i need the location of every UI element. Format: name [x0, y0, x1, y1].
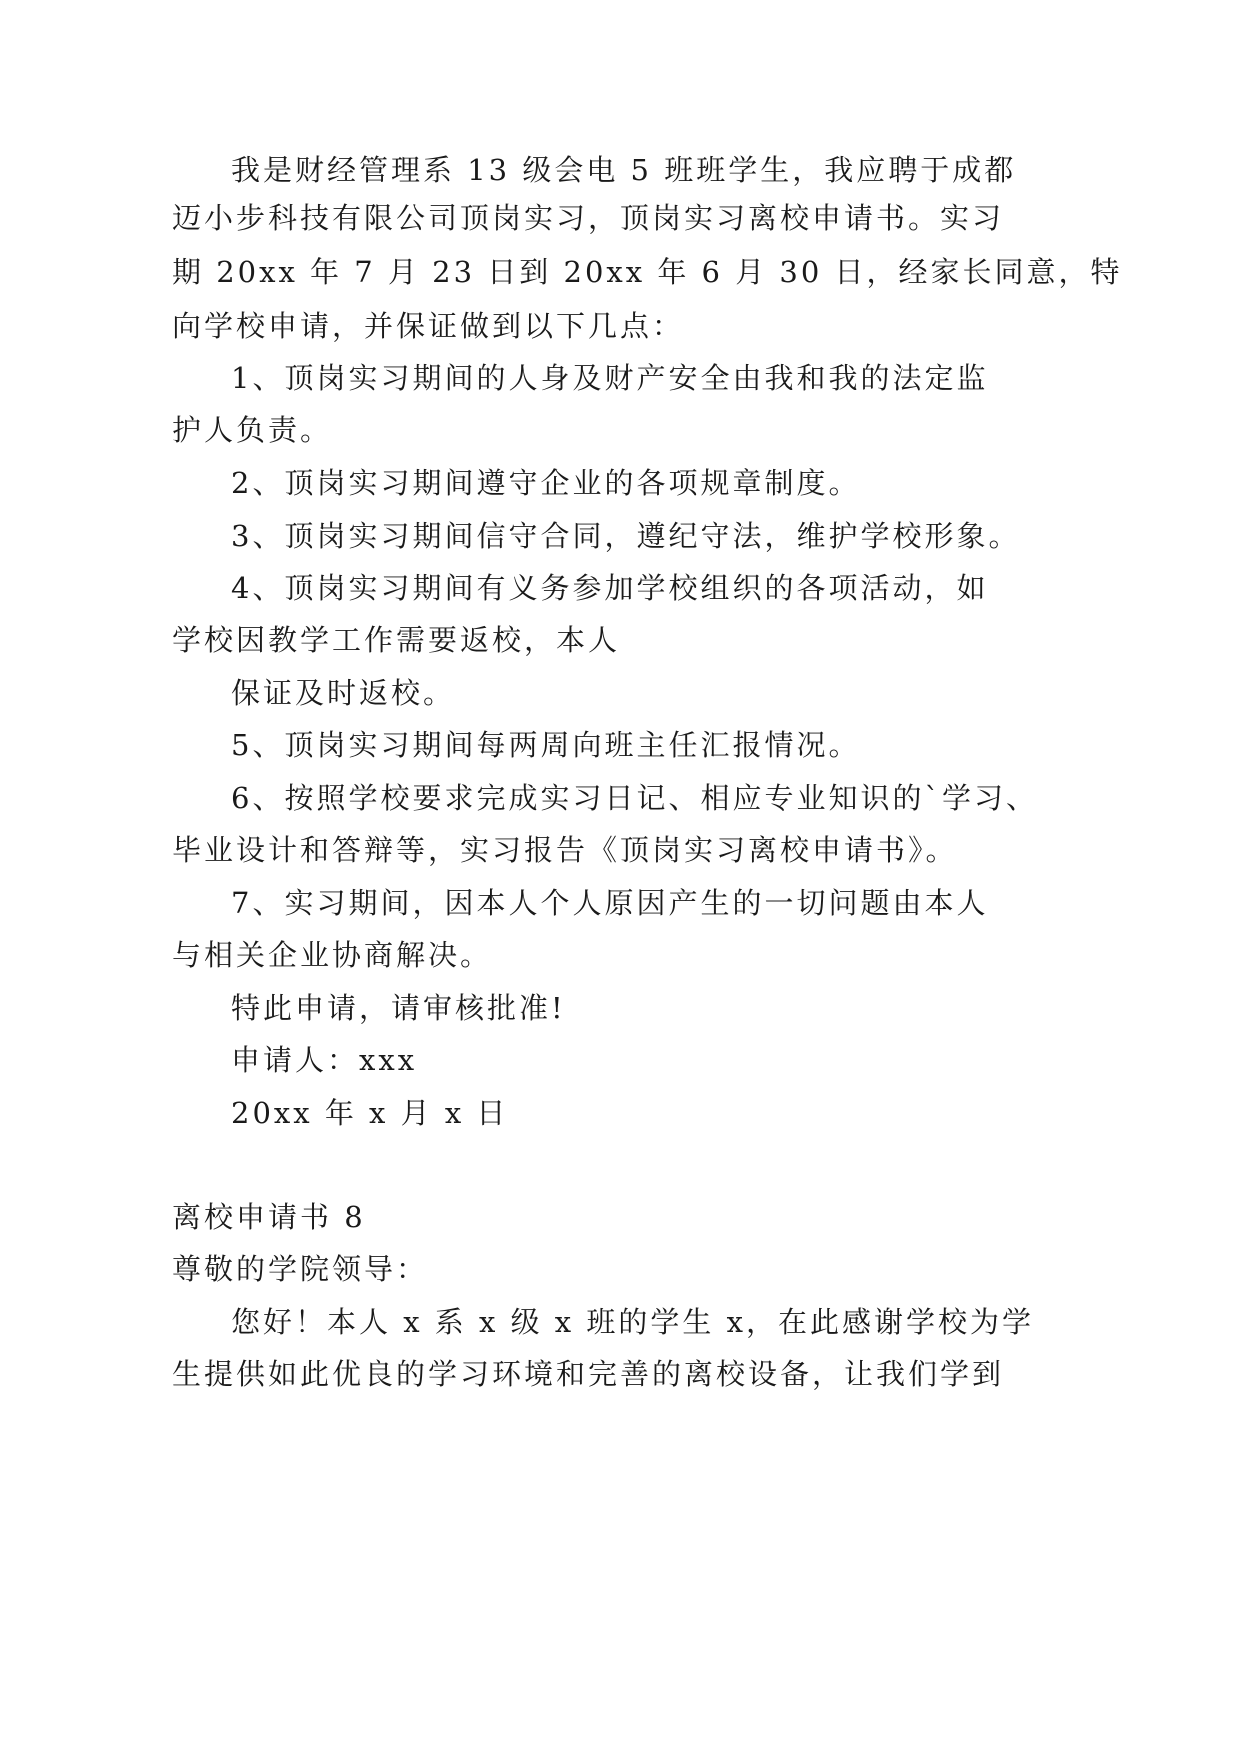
intro-line-1: 我是财经管理系 13 级会电 5 班班学生，我应聘于成都 [231, 153, 1017, 187]
list-item-4-line-1: 4、顶岗实习期间有义务参加学校组织的各项活动，如 [231, 571, 989, 605]
salutation: 尊敬的学院领导： [172, 1252, 429, 1286]
application-date: 20xx 年 x 月 x 日 [231, 1096, 509, 1130]
list-item-5: 5、顶岗实习期间每两周向班主任汇报情况。 [231, 728, 861, 762]
list-item-3: 3、顶岗实习期间信守合同，遵纪守法，维护学校形象。 [231, 519, 1021, 553]
list-item-7-line-2: 与相关企业协商解决。 [172, 938, 493, 972]
intro-line-3: 期 20xx 年 7 月 23 日到 20xx 年 6 月 30 日，经家长同意，特 [172, 255, 1123, 289]
body-line-1: 您好！本人 x 系 x 级 x 班的学生 x，在此感谢学校为学 [231, 1305, 1034, 1339]
list-item-6-line-1: 6、按照学校要求完成实习日记、相应专业知识的`学习、 [231, 781, 1038, 815]
section-title: 离校申请书 8 [172, 1200, 366, 1234]
applicant-signature: 申请人：xxx [231, 1043, 418, 1077]
list-item-2: 2、顶岗实习期间遵守企业的各项规章制度。 [231, 466, 861, 500]
list-item-1-line-2: 护人负责。 [172, 413, 333, 447]
list-item-7-line-1: 7、实习期间，因本人个人原因产生的一切问题由本人 [231, 886, 989, 920]
list-item-6-line-2: 毕业设计和答辩等，实习报告《顶岗实习离校申请书》。 [172, 833, 958, 867]
list-item-4-continuation: 保证及时返校。 [231, 676, 456, 710]
intro-line-2: 迈小步科技有限公司顶岗实习，顶岗实习离校申请书。实习 [172, 201, 1005, 235]
list-item-4-line-2: 学校因教学工作需要返校，本人 [172, 623, 621, 657]
intro-line-4: 向学校申请，并保证做到以下几点： [172, 309, 685, 343]
body-line-2: 生提供如此优良的学习环境和完善的离校设备，让我们学到 [172, 1357, 1005, 1391]
closing-text: 特此申请，请审核批准! [231, 991, 566, 1025]
list-item-1-line-1: 1、顶岗实习期间的人身及财产安全由我和我的法定监 [231, 361, 989, 395]
